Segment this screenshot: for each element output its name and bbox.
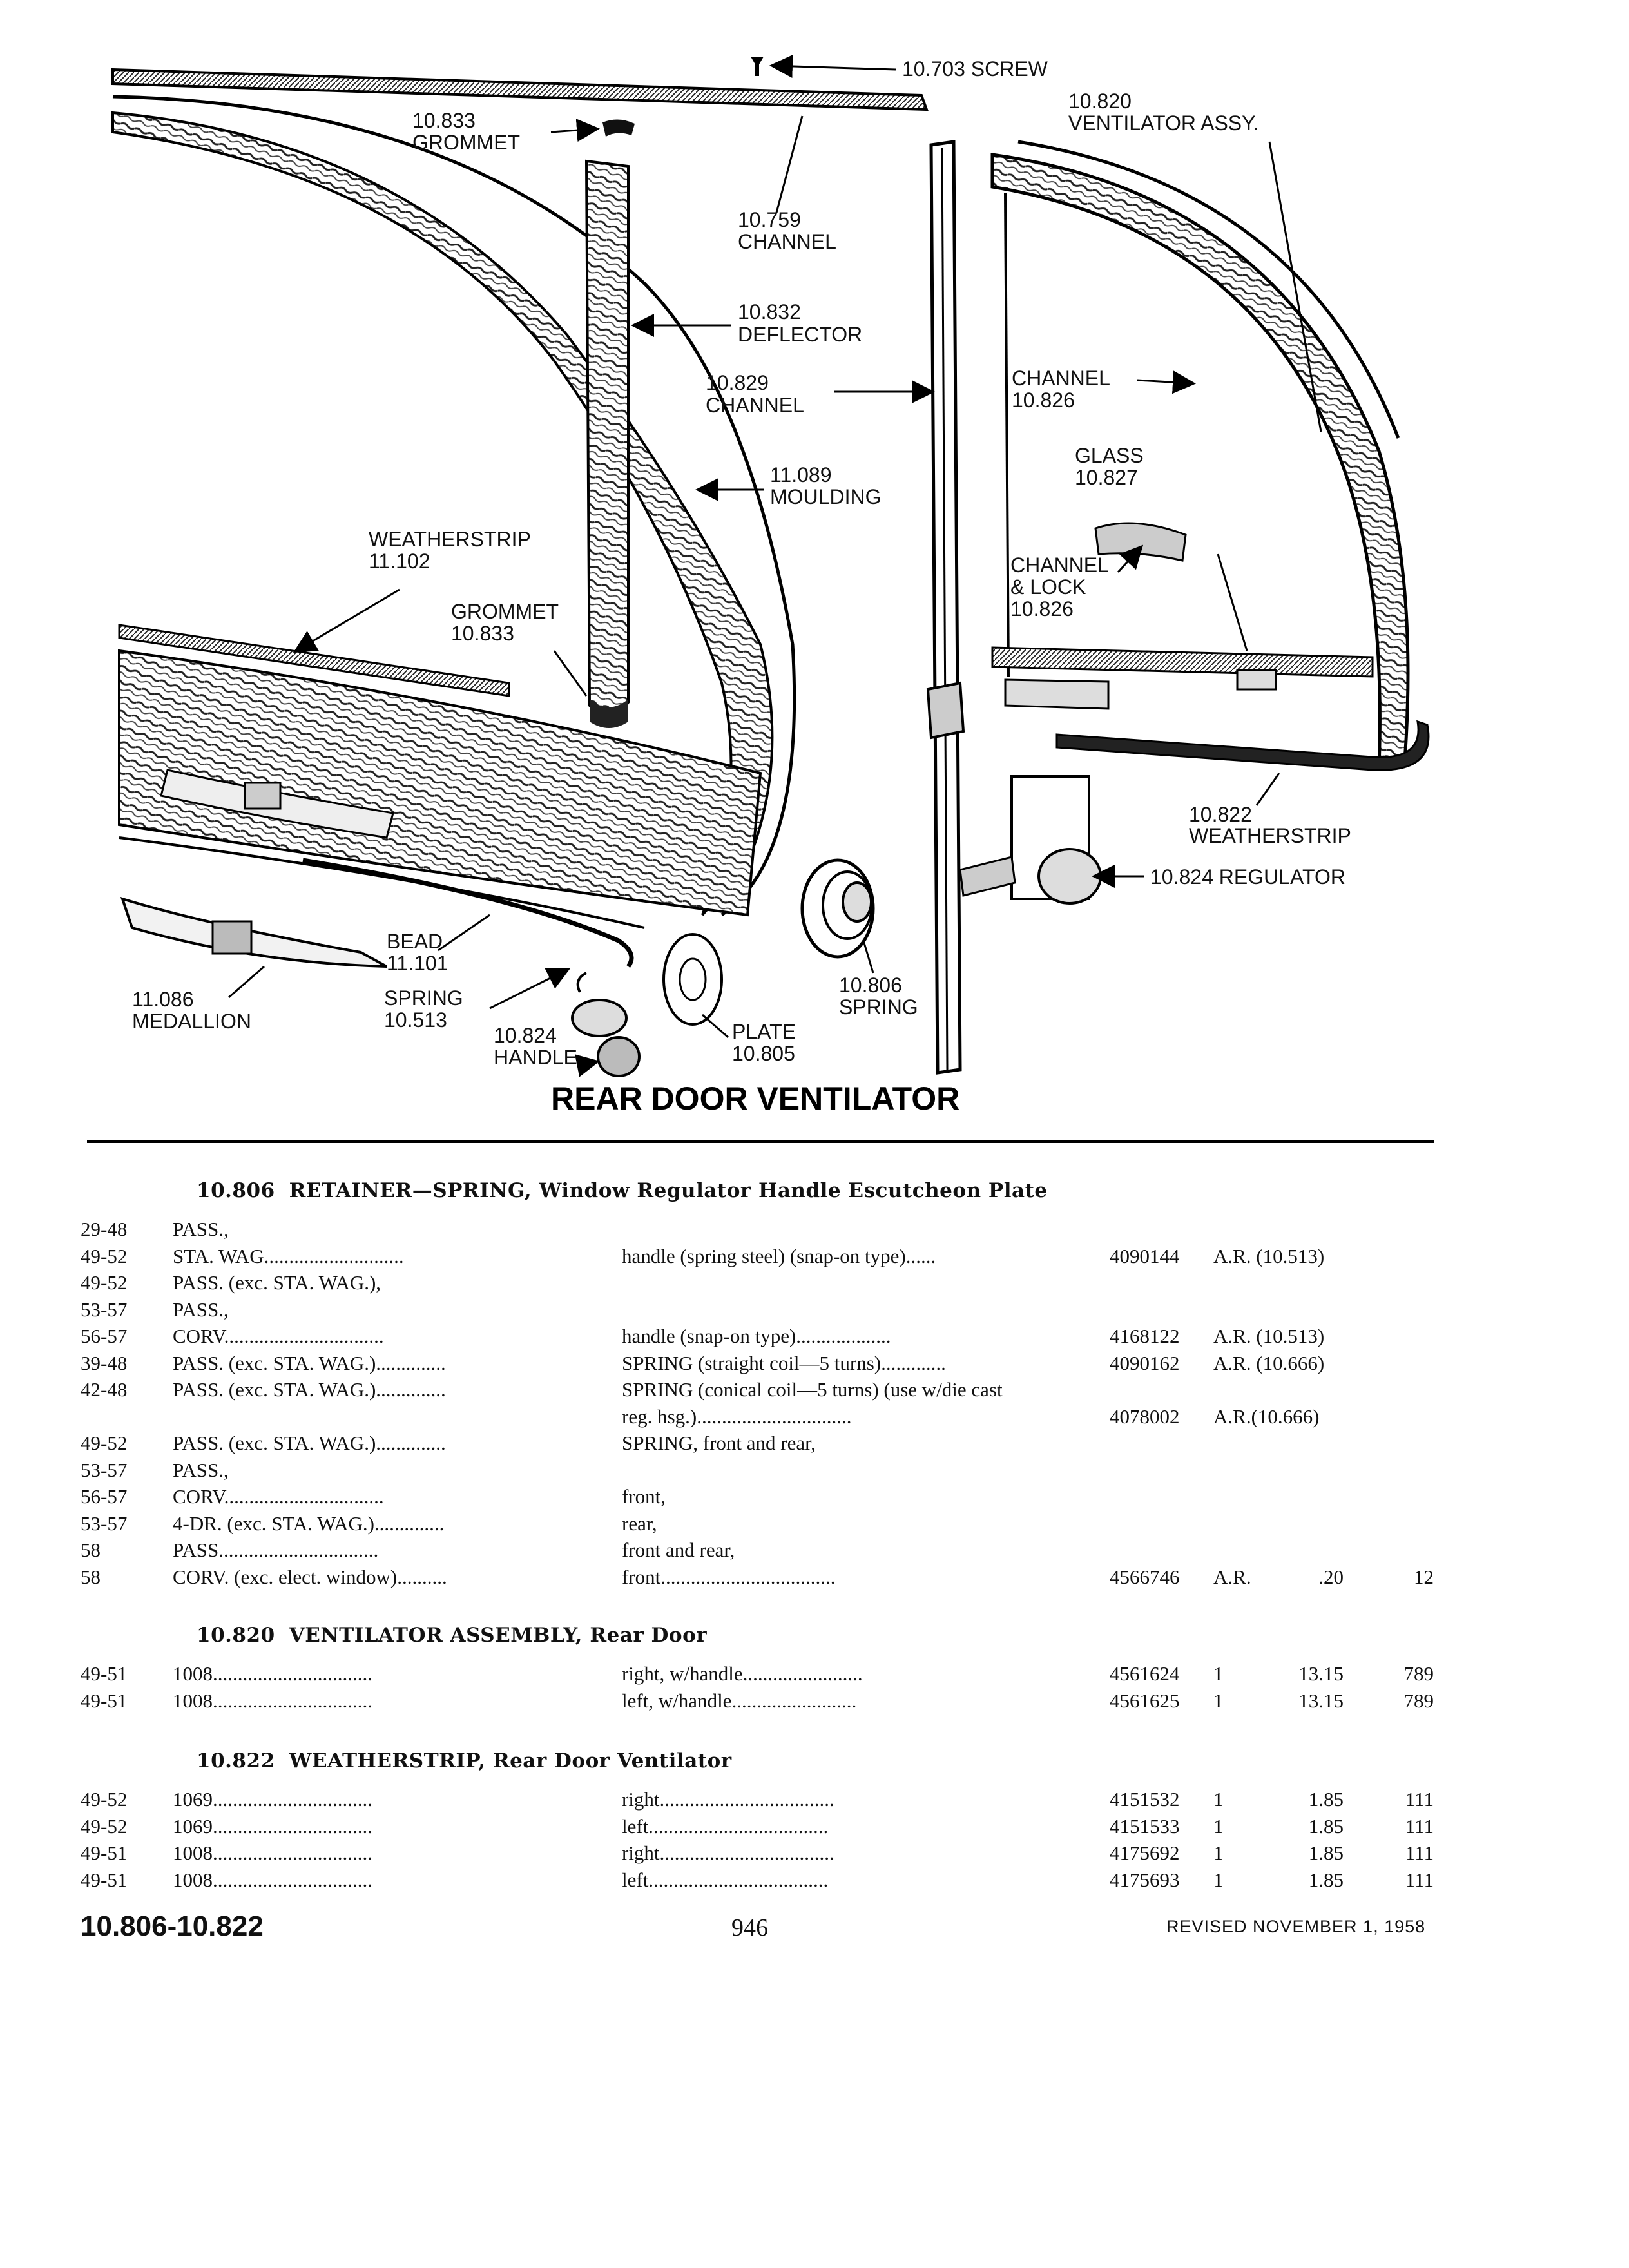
regulator-part — [960, 776, 1101, 903]
label-medallion-name: MEDALLION — [132, 1010, 251, 1033]
table-row — [0, 1869, 1629, 1896]
model-cell: 1008................................ — [173, 1841, 372, 1864]
table-row — [0, 1841, 1629, 1869]
label-spring513-name: SPRING — [384, 986, 463, 1010]
year-cell: 58 — [81, 1539, 101, 1561]
label-deflector-num: 10.832 — [738, 300, 801, 323]
model-cell: 1069................................ — [173, 1814, 372, 1838]
label-channel-lock-num: 10.826 — [1010, 597, 1074, 620]
model-cell: PASS., — [173, 1298, 229, 1321]
price-cell: 1.85 — [1308, 1841, 1344, 1864]
label-channel-759-num: 10.759 — [738, 208, 801, 231]
footer-revised: REVISED NOVEMBER 1, 1958 — [1166, 1917, 1426, 1936]
medallion-part — [122, 899, 387, 966]
label-grommet-low-num: 10.833 — [451, 622, 514, 645]
model-cell: CORV. (exc. elect. window).......... — [173, 1565, 447, 1588]
description-cell: front and rear, — [622, 1539, 735, 1561]
label-spring806-name: SPRING — [839, 995, 918, 1019]
ventilator-assembly-part — [992, 142, 1408, 767]
group-cell: 111 — [1405, 1868, 1434, 1891]
year-cell: 49-51 — [81, 1689, 128, 1712]
year-cell: 29-48 — [81, 1218, 128, 1240]
group-cell: 111 — [1405, 1841, 1434, 1864]
model-cell: 1008................................ — [173, 1689, 372, 1712]
table-row — [0, 1298, 1629, 1325]
label-channel-826-num: 10.826 — [1012, 389, 1075, 412]
label-channel-lock-l2: & LOCK — [1010, 575, 1086, 599]
part-number-cell: 4151532 — [1110, 1788, 1180, 1811]
model-cell: PASS................................ — [173, 1539, 379, 1561]
label-moulding-name: MOULDING — [770, 485, 882, 508]
section-name: WEATHERSTRIP, Rear Door Ventilator — [289, 1749, 732, 1773]
part-number-cell: 4561624 — [1110, 1662, 1180, 1685]
label-spring806-num: 10.806 — [839, 974, 902, 997]
label-bead-name: BEAD — [387, 930, 443, 953]
model-cell: PASS. (exc. STA. WAG.).............. — [173, 1351, 446, 1374]
label-grommet-top-num: 10.833 — [412, 109, 476, 132]
label-plate-num: 10.805 — [732, 1042, 795, 1065]
year-cell: 53-57 — [81, 1298, 128, 1321]
handle-part — [572, 973, 639, 1076]
description-cell: left.................................... — [622, 1814, 829, 1838]
part-number-cell: 4168122 — [1110, 1325, 1180, 1347]
year-cell: 49-52 — [81, 1271, 128, 1294]
table-row — [0, 1271, 1629, 1298]
table-row — [0, 1788, 1629, 1815]
weatherstrip-10822-part — [1057, 722, 1429, 770]
label-grommet-top-name: GROMMET — [412, 131, 521, 154]
table-row — [0, 1432, 1629, 1459]
description-cell: handle (snap-on type)................... — [622, 1325, 891, 1347]
label-weatherstrip822-name: WEATHERSTRIP — [1189, 824, 1351, 847]
description-cell: right................................... — [622, 1788, 834, 1811]
label-channel-829-num: 10.829 — [706, 371, 769, 394]
table-row — [0, 1566, 1629, 1593]
quantity-cell: A.R. (10.513) — [1213, 1325, 1325, 1347]
model-cell: PASS., — [173, 1218, 229, 1240]
section-title — [197, 1179, 1048, 1202]
table-row — [0, 1218, 1629, 1245]
year-cell: 56-57 — [81, 1325, 128, 1347]
label-handle-name: HANDLE — [494, 1046, 577, 1069]
year-cell: 49-51 — [81, 1868, 128, 1891]
label-vent-assy-num: 10.820 — [1068, 90, 1132, 113]
description-cell: SPRING (straight coil—5 turns)............. — [622, 1351, 946, 1374]
model-cell: PASS. (exc. STA. WAG.), — [173, 1271, 381, 1294]
price-cell: 1.85 — [1308, 1788, 1344, 1811]
label-weatherstrip-num: 11.102 — [369, 550, 430, 573]
table-row — [0, 1512, 1629, 1539]
model-cell: 1008................................ — [173, 1662, 372, 1685]
part-number-cell: 4175692 — [1110, 1841, 1180, 1864]
description-cell: reg. hsg.)............................... — [622, 1405, 852, 1428]
footer-range: 10.806-10.822 — [81, 1910, 264, 1942]
quantity-cell: A.R. (10.513) — [1213, 1244, 1325, 1267]
description-cell: right................................... — [622, 1841, 834, 1864]
label-regulator: 10.824 REGULATOR — [1150, 865, 1345, 889]
quantity-cell: A.R. (10.666) — [1213, 1351, 1325, 1374]
quantity-cell: 1 — [1213, 1814, 1224, 1838]
label-vent-assy-name: VENTILATOR ASSY. — [1068, 111, 1259, 135]
model-cell: PASS. (exc. STA. WAG.).............. — [173, 1432, 446, 1454]
table-row — [0, 1352, 1629, 1379]
price-cell: 1.85 — [1308, 1868, 1344, 1891]
year-cell: 53-57 — [81, 1458, 128, 1481]
table-row — [0, 1689, 1629, 1716]
label-weatherstrip-name: WEATHERSTRIP — [369, 528, 531, 551]
description-cell: front, — [622, 1485, 666, 1508]
price-cell: .20 — [1318, 1565, 1344, 1588]
label-plate-name: PLATE — [732, 1020, 796, 1043]
label-channel-759-name: CHANNEL — [738, 230, 836, 253]
description-cell: SPRING, front and rear, — [622, 1432, 816, 1454]
label-glass-num: 10.827 — [1075, 466, 1138, 489]
section-divider — [87, 1140, 1434, 1143]
group-cell: 789 — [1403, 1662, 1434, 1685]
label-channel-lock-l1: CHANNEL — [1010, 553, 1109, 577]
section-title — [197, 1624, 707, 1647]
label-glass-name: GLASS — [1075, 444, 1144, 467]
quantity-cell: 1 — [1213, 1868, 1224, 1891]
year-cell: 39-48 — [81, 1351, 128, 1374]
label-handle-num: 10.824 — [494, 1024, 557, 1047]
part-number-cell: 4090162 — [1110, 1351, 1180, 1374]
section-name: RETAINER—SPRING, Window Regulator Handle Escutcheon Plate — [289, 1179, 1048, 1202]
section-code: 10.822 — [197, 1749, 275, 1773]
table-row — [0, 1815, 1629, 1842]
year-cell: 49-52 — [81, 1432, 128, 1454]
part-number-cell: 4090144 — [1110, 1244, 1180, 1267]
table-row — [0, 1325, 1629, 1352]
table-row — [0, 1245, 1629, 1272]
price-cell: 1.85 — [1308, 1814, 1344, 1838]
description-cell: rear, — [622, 1512, 657, 1535]
label-spring513-num: 10.513 — [384, 1008, 447, 1032]
table-row — [0, 1378, 1629, 1405]
price-cell: 13.15 — [1298, 1689, 1344, 1712]
section-code: 10.806 — [197, 1179, 275, 1202]
label-moulding-num: 11.089 — [770, 463, 832, 486]
year-cell: 56-57 — [81, 1485, 128, 1508]
label-medallion-num: 11.086 — [132, 988, 194, 1011]
model-cell: STA. WAG............................ — [173, 1244, 404, 1267]
label-grommet-low-name: GROMMET — [451, 600, 559, 623]
year-cell: 49-52 — [81, 1788, 128, 1811]
spring-part — [802, 860, 873, 957]
plate-part — [664, 934, 722, 1024]
description-cell: front................................... — [622, 1565, 836, 1588]
description-cell: left, w/handle......................... — [622, 1689, 857, 1712]
label-weatherstrip822-num: 10.822 — [1189, 803, 1252, 826]
quantity-cell: A.R.(10.666) — [1213, 1405, 1320, 1428]
group-cell: 789 — [1403, 1689, 1434, 1712]
footer-page-number: 946 — [731, 1914, 768, 1941]
year-cell: 49-52 — [81, 1244, 128, 1267]
group-cell: 111 — [1405, 1814, 1434, 1838]
section-title — [197, 1749, 732, 1773]
model-cell: 4-DR. (exc. STA. WAG.).............. — [173, 1512, 445, 1535]
description-cell: handle (spring steel) (snap-on type)...... — [622, 1244, 936, 1267]
group-cell: 12 — [1414, 1565, 1434, 1588]
description-cell: right, w/handle........................ — [622, 1662, 863, 1685]
year-cell: 42-48 — [81, 1378, 128, 1401]
year-cell: 49-51 — [81, 1662, 128, 1685]
part-number-cell: 4561625 — [1110, 1689, 1180, 1712]
table-row — [0, 1405, 1629, 1432]
section-name: VENTILATOR ASSEMBLY, Rear Door — [289, 1624, 708, 1647]
model-cell: CORV................................ — [173, 1485, 384, 1508]
section-code: 10.820 — [197, 1624, 275, 1647]
group-cell: 111 — [1405, 1788, 1434, 1811]
year-cell: 58 — [81, 1565, 101, 1588]
diagram-title: REAR DOOR VENTILATOR — [551, 1081, 960, 1117]
screw-part — [751, 57, 764, 76]
model-cell: 1069................................ — [173, 1788, 372, 1811]
quantity-cell: 1 — [1213, 1689, 1224, 1712]
year-cell: 49-51 — [81, 1841, 128, 1864]
quantity-cell: 1 — [1213, 1788, 1224, 1811]
model-cell: PASS. (exc. STA. WAG.).............. — [173, 1378, 446, 1401]
channel-10829-part — [928, 142, 963, 1073]
year-cell: 53-57 — [81, 1512, 128, 1535]
description-cell: left.................................... — [622, 1868, 829, 1891]
part-number-cell: 4566746 — [1110, 1565, 1180, 1588]
table-row — [0, 1662, 1629, 1689]
year-cell: 49-52 — [81, 1814, 128, 1838]
price-cell: 13.15 — [1298, 1662, 1344, 1685]
label-channel-829-name: CHANNEL — [706, 394, 804, 417]
model-cell: CORV................................ — [173, 1325, 384, 1347]
model-cell: PASS., — [173, 1458, 229, 1481]
part-number-cell: 4175693 — [1110, 1868, 1180, 1891]
part-number-cell: 4151533 — [1110, 1814, 1180, 1838]
grommet-top-part — [602, 119, 635, 137]
table-row — [0, 1539, 1629, 1566]
label-screw: 10.703 SCREW — [902, 57, 1048, 81]
label-bead-num: 11.101 — [387, 952, 448, 975]
table-row — [0, 1485, 1629, 1512]
quantity-cell: 1 — [1213, 1662, 1224, 1685]
label-channel-826-name: CHANNEL — [1012, 367, 1110, 390]
label-deflector-name: DEFLECTOR — [738, 323, 863, 346]
deflector-part — [586, 161, 628, 728]
table-row — [0, 1459, 1629, 1486]
quantity-cell: 1 — [1213, 1841, 1224, 1864]
model-cell: 1008................................ — [173, 1868, 372, 1891]
part-number-cell: 4078002 — [1110, 1405, 1180, 1428]
quantity-cell: A.R. — [1213, 1565, 1251, 1588]
description-cell: SPRING (conical coil—5 turns) (use w/die cast — [622, 1378, 1003, 1401]
